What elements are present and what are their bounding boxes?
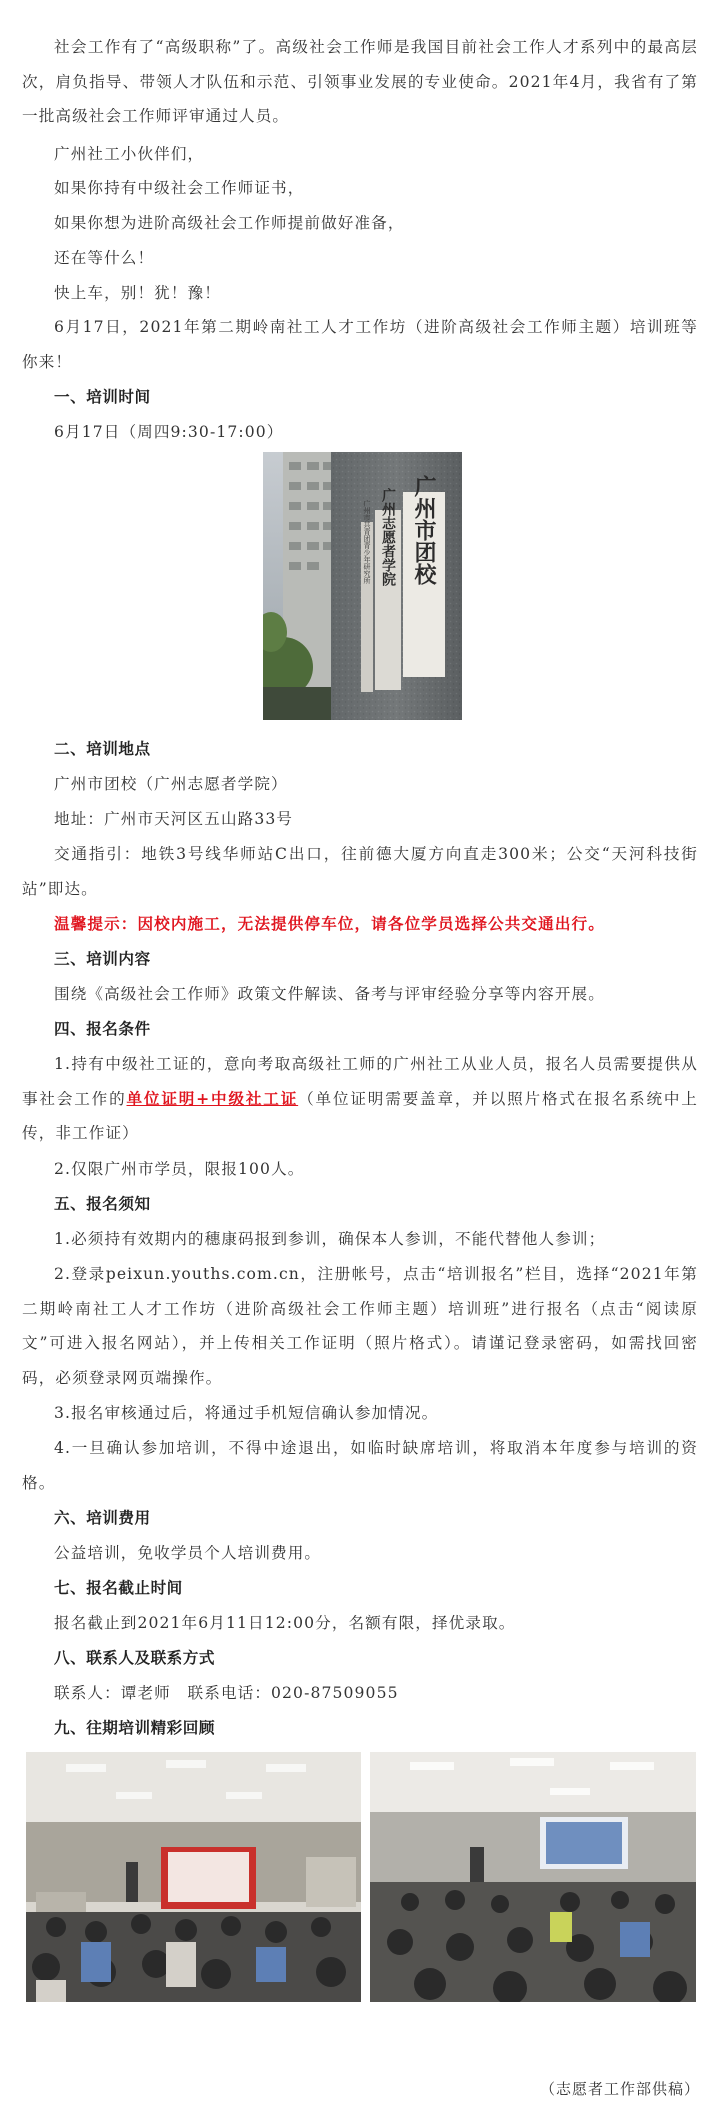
school-sign-photo [263, 452, 462, 720]
registration-deadline: 报名截止到2021年6月11日12:00分，名额有限，择优录取。 [54, 1614, 516, 1632]
section-title-deadline: 七、报名截止时间 [54, 1579, 183, 1597]
note-4: 4.一旦确认参加培训，不得中途退出，如临时缺席培训，将取消本年度参与培训的资格。 [22, 1439, 698, 1492]
condition-2: 2.仅限广州市学员，限报100人。 [54, 1160, 305, 1178]
training-fee: 公益培训，免收学员个人培训费用。 [54, 1544, 322, 1562]
intro-line: 还在等什么！ [54, 249, 155, 267]
note-3: 3.报名审核通过后，将通过手机短信确认参加情况。 [54, 1404, 439, 1422]
sign-small-text: 广州市共青团青少年研究所 [363, 500, 371, 584]
credit-line: （志愿者工作部供稿） [539, 2080, 700, 2098]
section-title-review: 九、往期培训精彩回顾 [54, 1719, 215, 1737]
review-photo-2 [370, 1752, 696, 2002]
training-address: 地址：广州市天河区五山路33号 [54, 810, 294, 828]
note-1: 1.必须持有效期内的穗康码报到参训，确保本人参训，不能代替他人参训； [54, 1230, 606, 1248]
section-title-contact: 八、联系人及联系方式 [54, 1649, 215, 1667]
intro-line: 广州社工小伙伴们， [54, 145, 205, 163]
section-title-content: 三、培训内容 [54, 950, 151, 968]
training-content: 围绕《高级社会工作师》政策文件解读、备考与评审经验分享等内容开展。 [54, 985, 605, 1003]
section-title-fee: 六、培训费用 [54, 1509, 151, 1527]
review-photo-1 [26, 1752, 361, 2002]
contact-info: 联系人：谭老师 联系电话：020-87509055 [54, 1684, 399, 1702]
intro-paragraph: 6月17日，2021年第二期岭南社工人才工作坊（进阶高级社会工作师主题）培训班等你来！ [22, 318, 698, 371]
training-place: 广州市团校（广州志愿者学院） [54, 775, 288, 793]
section-title-time: 一、培训时间 [54, 388, 151, 406]
sign-main-text: 广州市团校 [411, 475, 437, 585]
section-title-notes: 五、报名须知 [54, 1195, 151, 1213]
intro-line: 如果你持有中级社会工作师证书， [54, 179, 305, 197]
note-2: 2.登录peixun.youths.com.cn，注册帐号，点击“培训报名”栏目，选择“2021年第二期岭南社工人才工作坊（进阶高级社会工作师主题）培训班”进行报名（点击“阅读原文”可进入报名网站），并上传相关工作证明（照片格式）。请谨记登录密码，如需找回密码，必须登录网页端操作。 [22, 1265, 698, 1387]
condition-1 [22, 1047, 698, 1151]
training-time: 6月17日（周四9:30-17:00） [54, 423, 284, 441]
intro-paragraph: 社会工作有了“高级职称”了。高级社会工作师是我国目前社会工作人才系列中的最高层次，肩负指导、带领人才队伍和示范、引领事业发展的专业使命。2021年4月，我省有了第一批高级社会工作师评审通过人员。 [22, 38, 698, 125]
warning-notice: 温馨提示：因校内施工，无法提供停车位，请各位学员选择公共交通出行。 [54, 914, 605, 933]
intro-line: 如果你想为进阶高级社会工作师提前做好准备， [54, 214, 405, 232]
intro-line: 快上车，别！犹！豫！ [54, 284, 221, 302]
sign-left-text: 广州志愿者学院 [380, 488, 396, 586]
section-title-place: 二、培训地点 [54, 740, 151, 758]
section-title-conditions: 四、报名条件 [54, 1020, 151, 1038]
condition-1-note: （单位证明需要盖章，并以照片格式在报名系统中上传，非工作证） [22, 1089, 698, 1142]
transport-guide: 交通指引：地铁3号线华师站C出口，往前德大厦方向直走300米；公交“天河科技街站”即达。 [22, 845, 698, 898]
condition-1-highlight: 单位证明+中级社工证 [126, 1088, 299, 1108]
condition-1-text: 1.持有中级社工证的，意向考取高级社工师的广州社工从业人员，报名人员需要提供从事社会工作的 [22, 1055, 698, 1108]
